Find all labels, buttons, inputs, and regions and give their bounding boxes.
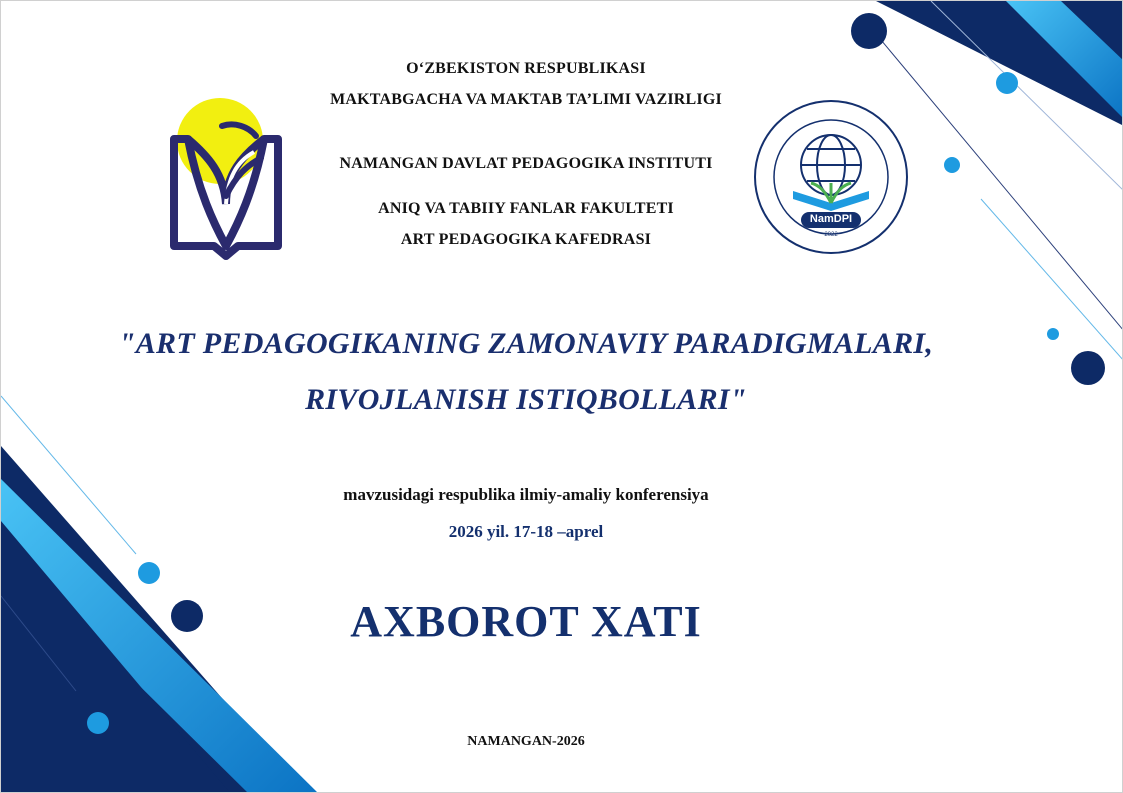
institute-heading: NAMANGAN DAVLAT PEDAGOGIKA INSTITUTI [339, 155, 713, 172]
dot-light-bottom [87, 712, 109, 734]
conference-topic-line-2: RIVOJLANISH ISTIQBOLLARI" [305, 383, 747, 416]
document-title: AXBOROT XATI [350, 597, 702, 646]
ministry-heading: MAKTABGACHA VA MAKTAB TA’LIMI VAZIRLIGI [330, 91, 722, 108]
conference-date: 2026 yil. 17-18 –aprel [448, 522, 604, 541]
seal-abbrev-text: NamDPI [809, 213, 853, 225]
dot-navy-top [851, 13, 887, 49]
conference-subtitle: mavzusidagi respublika ilmiy-amaliy konferensiya [343, 485, 709, 504]
dot-light-left [138, 562, 160, 584]
seal-year-text: 2022 [824, 232, 838, 238]
conference-topic-line-1: "ART PEDAGOGIKANING ZAMONAVIY PARADIGMALARI, [118, 327, 934, 360]
dot-navy-right [1071, 351, 1105, 385]
republic-heading: O‘ZBEKISTON RESPUBLIKASI [406, 60, 646, 77]
place-year-footer: NAMANGAN-2026 [467, 734, 585, 749]
faculty-heading: ANIQ VA TABIIY FANLAR FAKULTETI [378, 200, 674, 217]
department-heading: ART PEDAGOGIKA KAFEDRASI [400, 231, 652, 248]
